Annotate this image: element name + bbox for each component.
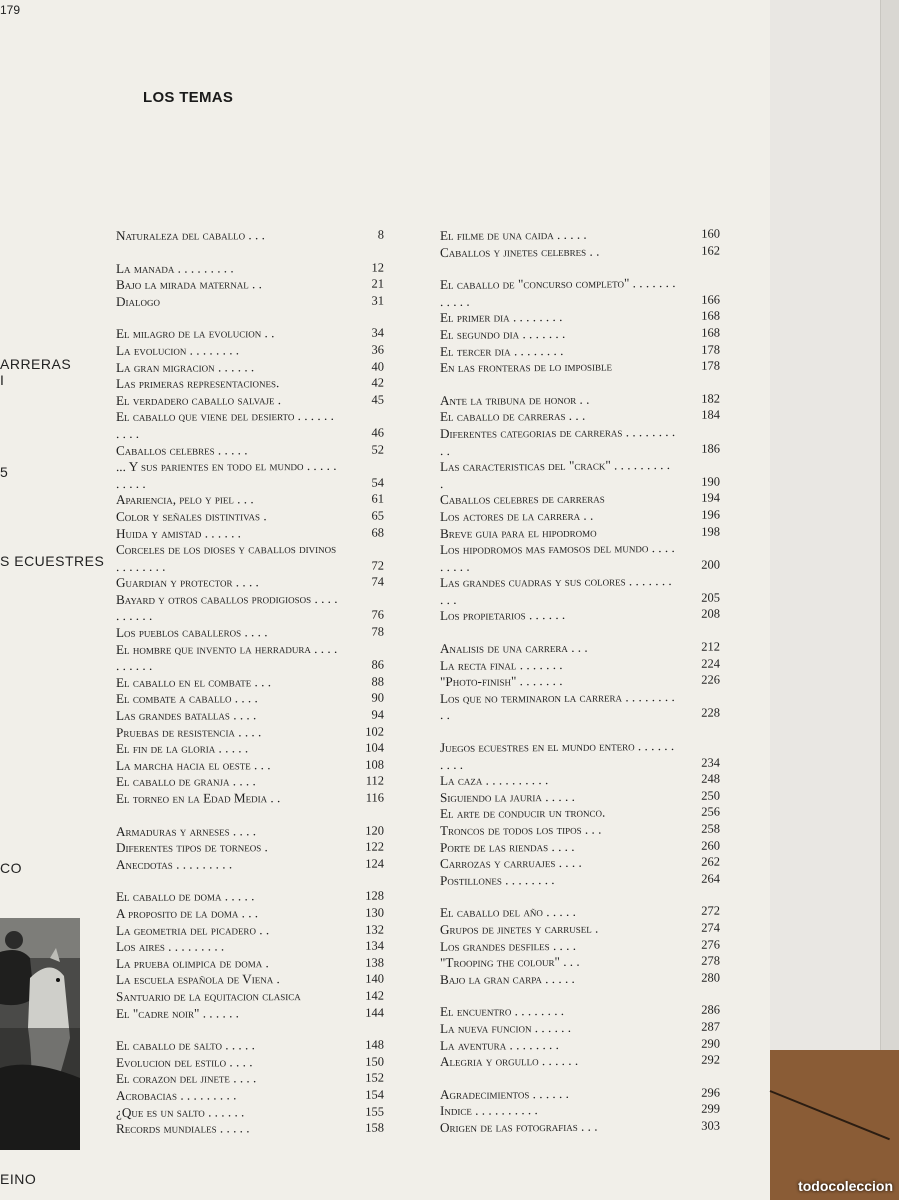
toc-entry-page: 31 xyxy=(371,293,384,308)
toc-entry xyxy=(116,921,384,939)
toc-entry-page: 152 xyxy=(365,1070,384,1086)
toc-entry xyxy=(116,954,384,972)
toc-entry xyxy=(116,227,384,245)
toc-entry-page: 86 xyxy=(371,657,384,672)
toc-entry-page: 228 xyxy=(701,705,720,721)
toc-entry-title: Dialogo xyxy=(116,293,161,309)
horse-rider-photo xyxy=(0,918,80,1150)
toc-entry-page: 74 xyxy=(371,574,384,589)
toc-entry-page: 40 xyxy=(371,359,384,374)
toc-entry-title: Corceles de los dioses y caballos divinos . . . . . . . . xyxy=(116,540,337,574)
toc-entry-title: "Photo-finish" . . . . . . . xyxy=(440,673,563,690)
toc-entry xyxy=(116,1087,384,1105)
toc-right-column xyxy=(440,226,720,1137)
toc-entry xyxy=(116,723,384,741)
toc-entry-title: El encuentro . . . . . . . . xyxy=(440,1003,565,1020)
toc-entry-title: El corazon del jinete . . . . xyxy=(116,1070,257,1087)
toc-entry-title: La nueva funcion . . . . . . xyxy=(440,1019,572,1036)
toc-entry xyxy=(116,624,384,642)
toc-entry-title: El caballo de salto . . . . . xyxy=(116,1037,255,1054)
toc-entry-page: 45 xyxy=(371,392,384,407)
toc-entry xyxy=(116,1103,384,1121)
toc-entry-title: Apariencia, pelo y piel . . . xyxy=(116,491,254,508)
side-label-5: CO xyxy=(0,860,22,876)
toc-entry-title: La caza . . . . . . . . . . xyxy=(440,772,549,789)
toc-entry-page: 212 xyxy=(701,639,720,654)
toc-entry xyxy=(116,491,384,509)
toc-entry-title: El milagro de la evolucion . . xyxy=(116,325,275,342)
toc-entry-title: El caballo del año . . . . . xyxy=(440,904,576,921)
toc-entry-page: 160 xyxy=(701,226,720,241)
toc-entry xyxy=(440,573,720,609)
toc-section-gap xyxy=(116,1021,384,1038)
toc-entry-title: Acrobacias . . . . . . . . . xyxy=(116,1087,237,1103)
watermark: todocoleccion xyxy=(798,1178,893,1194)
toc-entry-page: 21 xyxy=(371,276,384,291)
toc-entry-page: 234 xyxy=(701,755,720,770)
toc-entry-title: Las primeras representaciones. xyxy=(116,375,280,392)
toc-entry xyxy=(116,938,384,956)
toc-entry xyxy=(440,358,720,377)
toc-entry-page: 154 xyxy=(365,1087,384,1102)
toc-entry xyxy=(116,441,384,459)
toc-section-gap xyxy=(116,806,384,823)
toc-entry-title: Siguiendo la jauria . . . . . xyxy=(440,788,575,805)
toc-entry-title: Records mundiales . . . . . xyxy=(116,1120,250,1137)
toc-entry xyxy=(116,888,384,906)
toc-entry xyxy=(116,1037,384,1055)
toc-entry-page: 132 xyxy=(365,922,384,937)
toc-entry-page: 34 xyxy=(371,325,384,341)
toc-entry-page: 196 xyxy=(701,507,720,522)
toc-entry-title: Naturaleza del caballo . . . xyxy=(116,227,265,243)
toc-entry-title: Origen de las fotografias . . . xyxy=(440,1118,598,1135)
toc-entry-title: Los pueblos caballeros . . . . xyxy=(116,624,268,641)
toc-entry-title: Caballos celebres de carreras xyxy=(440,490,605,508)
toc-entry xyxy=(116,740,384,758)
toc-entry-page: 182 xyxy=(701,391,720,406)
toc-entry-title: Alegria y orgullo . . . . . . xyxy=(440,1052,579,1070)
toc-entry-title: Indice . . . . . . . . . . xyxy=(440,1102,538,1119)
toc-entry-page: 36 xyxy=(371,342,384,357)
toc-entry-title: Las grandes cuadras y sus colores . . . . . . . . . . xyxy=(440,573,672,607)
toc-entry xyxy=(116,707,384,725)
toc-entry-page: 54 xyxy=(371,475,384,490)
toc-entry-title: Las caracteristicas del "crack" . . . . . . . . . . xyxy=(440,457,671,491)
page-number: 179 xyxy=(0,3,21,17)
toc-entry-page: 138 xyxy=(365,955,384,970)
toc-entry-page: 78 xyxy=(371,624,384,639)
toc-entry-title: El filme de una caida . . . . . xyxy=(440,226,587,243)
toc-entry-page: 155 xyxy=(365,1104,384,1119)
toc-entry-page: 272 xyxy=(701,903,720,919)
toc-entry-title: A proposito de la doma . . . xyxy=(116,905,259,921)
toc-entry xyxy=(116,790,384,808)
toc-entry-title: Ante la tribuna de honor . . xyxy=(440,391,590,408)
toc-entry-page: 256 xyxy=(701,804,720,820)
toc-entry-page: 142 xyxy=(365,988,384,1003)
toc-entry-title: Breve guia para el hipodromo xyxy=(440,524,597,541)
toc-entry xyxy=(440,870,720,889)
toc-entry-title: Evolucion del estilo . . . . xyxy=(116,1054,253,1070)
toc-entry-title: El caballo de doma . . . . . xyxy=(116,888,255,905)
toc-entry-page: 46 xyxy=(371,425,384,440)
toc-entry xyxy=(116,756,384,774)
toc-entry-page: 287 xyxy=(701,1019,720,1034)
adjacent-paper-edge xyxy=(880,0,899,1060)
toc-entry xyxy=(440,1117,720,1136)
toc-entry-title: La marcha hacia el oeste . . . xyxy=(116,757,271,773)
toc-entry xyxy=(116,673,384,691)
toc-entry-title: Anecdotas . . . . . . . . . xyxy=(116,856,233,872)
toc-entry xyxy=(440,275,720,311)
toc-entry-title: ... Y sus parientes en todo el mundo . . . . . . . . . . xyxy=(116,457,337,491)
toc-entry-page: 168 xyxy=(701,325,720,340)
toc-entry-page: 116 xyxy=(365,790,384,805)
toc-entry xyxy=(116,508,384,526)
toc-entry-title: La evolucion . . . . . . . . xyxy=(116,342,240,358)
toc-entry xyxy=(116,375,384,393)
toc-entry xyxy=(116,292,384,310)
toc-entry-title: Las grandes batallas . . . . xyxy=(116,707,257,724)
toc-entry-page: 158 xyxy=(365,1120,384,1135)
toc-entry-title: Los grandes desfiles . . . . xyxy=(440,937,577,954)
toc-entry-page: 140 xyxy=(365,971,384,987)
toc-entry-title: La geometria del picadero . . xyxy=(116,921,270,938)
toc-entry xyxy=(116,458,384,493)
toc-entry-title: La gran migracion . . . . . . xyxy=(116,358,255,375)
toc-entry xyxy=(116,325,384,343)
toc-entry-title: Los propietarios . . . . . . xyxy=(440,607,566,624)
toc-entry-page: 194 xyxy=(701,490,720,506)
toc-entry-title: ¿Que es un salto . . . . . . xyxy=(116,1103,245,1120)
toc-entry-title: Bajo la gran carpa . . . . . xyxy=(440,970,575,987)
toc-entry-page: 292 xyxy=(701,1052,720,1067)
page-title: LOS TEMAS xyxy=(143,89,234,106)
toc-entry-title: Caballos y jinetes celebres . . xyxy=(440,243,600,260)
toc-entry-title: El arte de conducir un tronco. xyxy=(440,804,606,822)
toc-entry xyxy=(116,276,384,294)
toc-section-gap xyxy=(116,309,384,326)
toc-entry-title: El caballo que viene del desierto . . . . . . . . . . xyxy=(116,408,334,441)
toc-entry-page: 166 xyxy=(701,292,720,307)
toc-entry xyxy=(440,457,720,493)
toc-entry xyxy=(116,524,384,542)
toc-entry-page: 250 xyxy=(701,788,720,803)
toc-entry-page: 124 xyxy=(365,856,384,871)
toc-entry-title: La aventura . . . . . . . . xyxy=(440,1036,559,1053)
toc-entry-page: 290 xyxy=(701,1036,720,1051)
toc-entry-title: Los hipodromos mas famosos del mundo . . . . . . . . . xyxy=(440,540,675,574)
toc-entry-title: Porte de las riendas . . . . xyxy=(440,838,575,855)
toc-entry-title: El tercer dia . . . . . . . . xyxy=(440,342,564,359)
toc-entry-title: El torneo en la Edad Media . . xyxy=(116,790,281,806)
toc-entry-title: El fin de la gloria . . . . . xyxy=(116,740,249,757)
toc-left-column xyxy=(116,227,384,1138)
toc-entry-page: 134 xyxy=(365,938,384,953)
toc-entry-title: Grupos de jinetes y carrusel . xyxy=(440,920,599,937)
toc-entry-title: Los aires . . . . . . . . . xyxy=(116,938,225,955)
toc-entry-title: Bajo la mirada maternal . . xyxy=(116,276,262,293)
toc-entry-page: 264 xyxy=(701,871,720,886)
toc-entry-title: Santuario de la equitacion clasica xyxy=(116,987,301,1004)
toc-entry-title: Diferentes tipos de torneos . xyxy=(116,839,268,856)
toc-entry-page: 248 xyxy=(701,771,720,786)
toc-entry-page: 150 xyxy=(365,1054,384,1069)
toc-entry-page: 258 xyxy=(701,821,720,836)
toc-entry-title: "Trooping the colour" . . . xyxy=(440,953,580,971)
toc-entry xyxy=(116,773,384,791)
toc-entry-page: 286 xyxy=(701,1002,720,1018)
toc-entry xyxy=(116,988,384,1006)
toc-entry xyxy=(440,1052,720,1071)
toc-entry-title: Postillones . . . . . . . . xyxy=(440,871,555,888)
toc-entry-page: 190 xyxy=(701,474,720,489)
toc-entry-page: 303 xyxy=(701,1118,720,1133)
toc-entry-title: La escuela española de Viena . xyxy=(116,971,280,988)
toc-entry-page: 122 xyxy=(365,839,384,854)
toc-entry xyxy=(116,905,384,923)
toc-entry xyxy=(440,969,720,988)
toc-entry xyxy=(116,342,384,360)
toc-entry-title: Color y señales distintivas . xyxy=(116,508,267,524)
toc-entry-title: Pruebas de resistencia . . . . xyxy=(116,723,262,740)
toc-entry-page: 94 xyxy=(371,707,384,722)
toc-entry-page: 162 xyxy=(701,243,720,258)
toc-entry-title: En las fronteras de lo imposible xyxy=(440,358,613,376)
toc-entry-page: 52 xyxy=(371,442,384,457)
toc-entry-page: 280 xyxy=(701,970,720,985)
toc-entry-page: 88 xyxy=(371,674,384,689)
toc-entry-page: 65 xyxy=(371,508,384,523)
toc-entry-page: 274 xyxy=(701,920,720,935)
toc-entry-title: El hombre que invento la herradura . . . . . . . . . . xyxy=(116,640,338,674)
toc-entry-page: 184 xyxy=(701,407,720,423)
toc-entry-page: 260 xyxy=(701,838,720,853)
toc-entry-title: Analisis de una carrera . . . xyxy=(440,639,588,657)
toc-entry-page: 68 xyxy=(371,525,384,540)
toc-entry-page: 104 xyxy=(365,740,384,755)
toc-entry-page: 186 xyxy=(701,441,720,456)
toc-entry-title: El combate a caballo . . . . xyxy=(116,690,258,707)
toc-entry-title: Guardian y protector . . . . xyxy=(116,574,259,591)
toc-entry-title: La prueba olimpica de doma . xyxy=(116,954,269,971)
toc-entry-page: 120 xyxy=(365,823,384,838)
toc-entry xyxy=(116,358,384,376)
toc-entry-page: 148 xyxy=(365,1037,384,1052)
toc-entry xyxy=(116,822,384,840)
toc-entry-title: La manada . . . . . . . . . xyxy=(116,259,234,276)
toc-entry xyxy=(116,259,384,277)
toc-entry-title: El caballo de granja . . . . xyxy=(116,773,256,790)
toc-entry xyxy=(116,541,384,576)
side-label-1: ARRERAS xyxy=(0,356,72,372)
toc-entry xyxy=(116,690,384,708)
toc-entry-page: 128 xyxy=(365,888,384,904)
toc-entry-page: 276 xyxy=(701,937,720,952)
toc-entry xyxy=(440,738,720,774)
toc-entry-title: El "cadre noir" . . . . . . xyxy=(116,1004,239,1021)
side-label-4: S ECUESTRES xyxy=(0,553,105,569)
toc-entry-title: El primer dia . . . . . . . . xyxy=(440,309,563,326)
toc-entry xyxy=(440,423,720,459)
toc-entry xyxy=(116,391,384,409)
toc-entry-title: Huida y amistad . . . . . . xyxy=(116,524,241,541)
toc-entry-page: 208 xyxy=(701,607,720,622)
toc-entry-title: Los que no terminaron la carrera . . . . . . . . . . xyxy=(440,688,675,723)
toc-entry-page: 42 xyxy=(371,375,384,390)
toc-entry-page: 278 xyxy=(701,953,720,968)
toc-entry-page: 198 xyxy=(701,524,720,539)
toc-entry-page: 112 xyxy=(365,774,384,789)
toc-entry-page: 178 xyxy=(701,358,720,373)
toc-entry-page: 224 xyxy=(701,656,720,671)
toc-entry-page: 61 xyxy=(371,491,384,506)
toc-entry xyxy=(116,574,384,592)
toc-section-gap xyxy=(116,872,384,889)
toc-entry-page: 76 xyxy=(371,608,384,623)
toc-entry-title: Armaduras y arneses . . . . xyxy=(116,822,257,839)
toc-entry xyxy=(116,1053,384,1071)
toc-entry-title: Caballos celebres . . . . . xyxy=(116,441,248,458)
toc-entry xyxy=(116,408,384,443)
toc-entry-page: 72 xyxy=(371,558,384,573)
toc-entry-title: Los actores de la carrera . . xyxy=(440,507,594,524)
toc-entry-title: Troncos de todos los tipos . . . xyxy=(440,821,602,838)
toc-entry-page: 144 xyxy=(365,1005,384,1020)
toc-entry-title: La recta final . . . . . . . xyxy=(440,656,563,673)
side-label-3: 5 xyxy=(0,464,9,480)
toc-entry-title: El segundo dia . . . . . . . xyxy=(440,325,566,342)
toc-entry xyxy=(440,242,720,261)
toc-entry-title: Juegos ecuestres en el mundo entero . . . . . . . . . . xyxy=(440,737,675,772)
toc-entry-page: 200 xyxy=(701,557,720,572)
toc-entry-page: 168 xyxy=(701,308,720,324)
toc-entry-title: Agradecimientos . . . . . . xyxy=(440,1085,569,1102)
toc-entry xyxy=(116,1120,384,1138)
toc-entry xyxy=(116,1004,384,1022)
toc-entry xyxy=(116,971,384,989)
side-label-2: I xyxy=(0,372,5,388)
toc-entry-page: 226 xyxy=(701,672,720,687)
toc-entry-title: Carrozas y carruajes . . . . xyxy=(440,854,582,872)
toc-entry-page: 102 xyxy=(365,724,384,739)
toc-entry-page: 299 xyxy=(701,1101,720,1117)
toc-entry-page: 12 xyxy=(371,260,384,275)
toc-entry-page: 262 xyxy=(701,854,720,869)
toc-section-gap xyxy=(116,243,384,260)
toc-entry-title: El caballo de "concurso completo" . . . . . . . . . . . . xyxy=(440,275,676,309)
toc-entry xyxy=(440,606,720,625)
toc-entry-page: 130 xyxy=(365,905,384,920)
toc-entry-page: 108 xyxy=(365,757,384,772)
toc-entry xyxy=(116,839,384,857)
toc-entry-page: 8 xyxy=(377,227,384,242)
toc-entry xyxy=(116,855,384,873)
toc-entry-title: El verdadero caballo salvaje . xyxy=(116,391,282,408)
toc-entry-page: 178 xyxy=(701,342,720,357)
toc-entry-title: Diferentes categorias de carreras . . . . . . . . . . xyxy=(440,423,676,458)
toc-entry-page: 205 xyxy=(701,590,720,605)
toc-entry xyxy=(116,1070,384,1088)
toc-entry xyxy=(440,688,720,724)
toc-entry xyxy=(116,640,384,675)
toc-entry-page: 296 xyxy=(701,1085,720,1100)
toc-entry-page: 90 xyxy=(371,691,384,706)
side-label-6: EINO xyxy=(0,1171,37,1187)
toc-entry-title: El caballo de carreras . . . xyxy=(440,408,586,425)
toc-entry xyxy=(440,540,720,576)
toc-entry-title: El caballo en el combate . . . xyxy=(116,674,272,690)
toc-entry-title: Bayard y otros caballos prodigiosos . . . . . . . . . . xyxy=(116,590,338,624)
toc-entry xyxy=(116,590,384,625)
